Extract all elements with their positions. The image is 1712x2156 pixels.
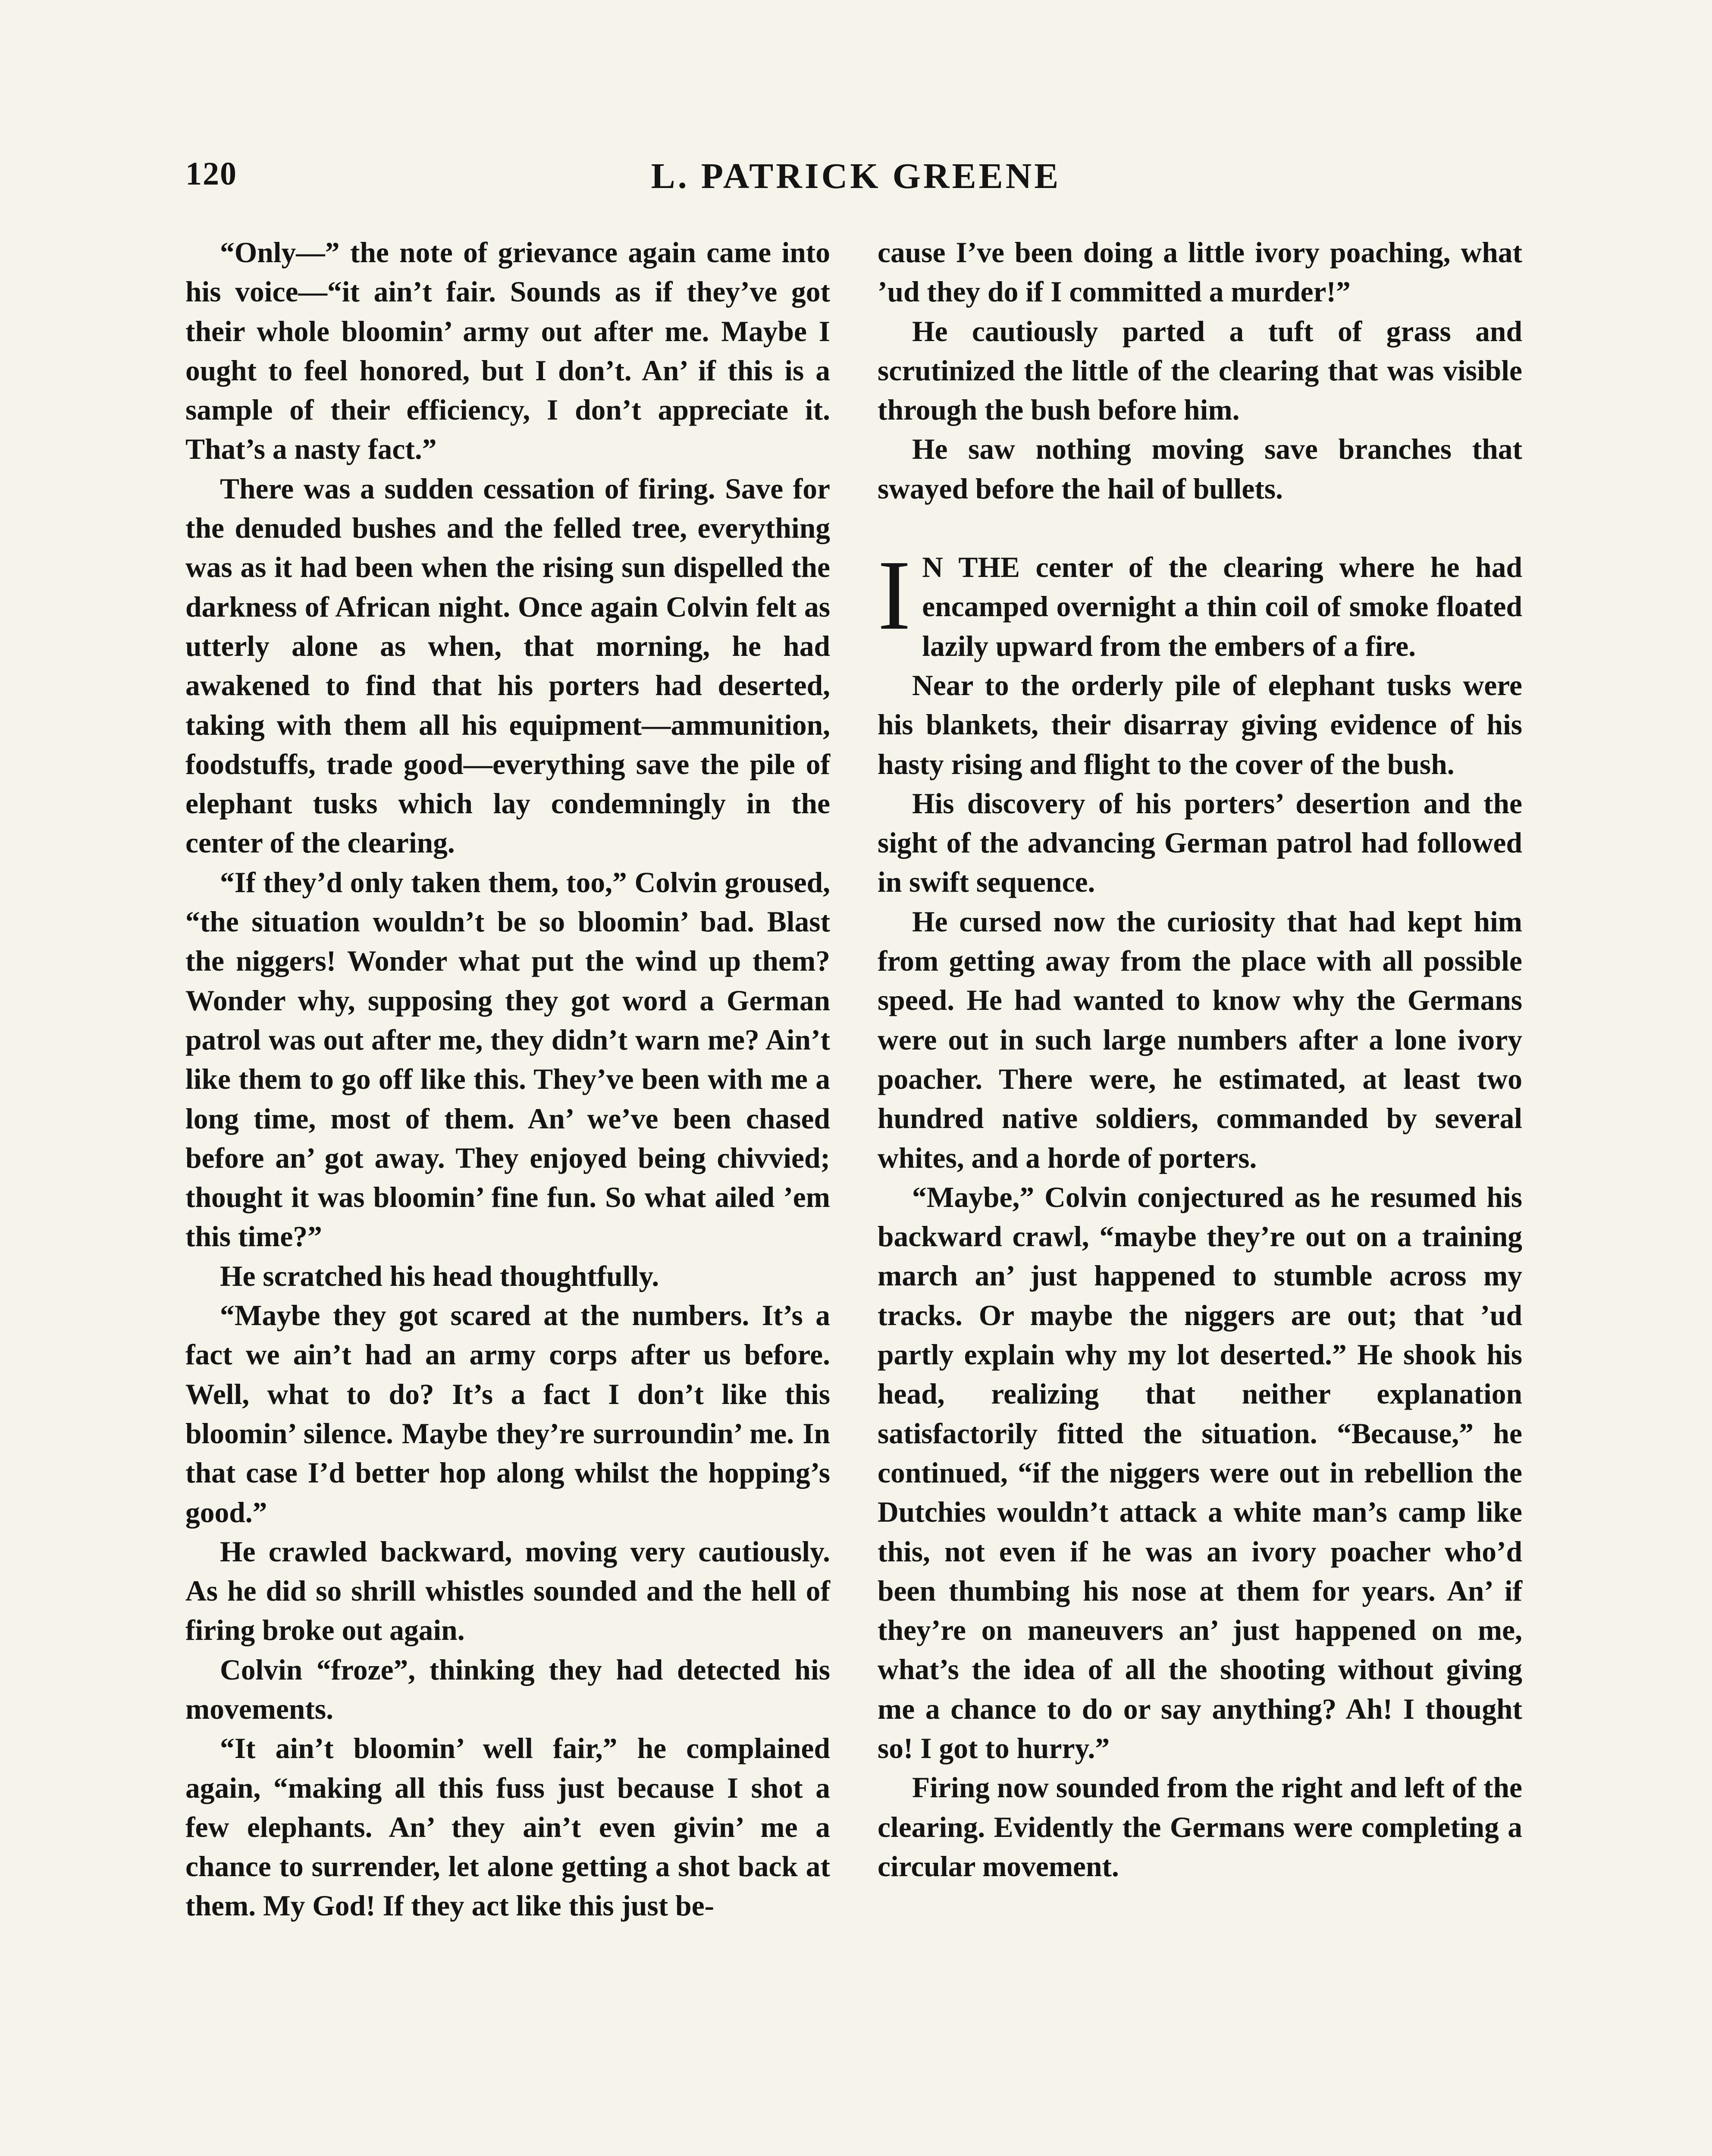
paragraph: Near to the orderly pile of elephant tusks were his blankets, their disarray giving evidence of his hasty rising and flight to the cover of the bush. xyxy=(878,669,1522,780)
paragraph: His discovery of his porters’ desertion and the sight of the advancing German patrol had followed in swift sequence. xyxy=(878,787,1522,899)
running-head-author: L. PATRICK GREENE xyxy=(651,156,1061,196)
lead-in-words: N THE xyxy=(922,551,1020,584)
paragraph: “Maybe they got scared at the numbers. It’s a fact we ain’t had an army corps after us before. Well, what to do? It’s a fact I don’t like this bloomin’ silence. Maybe they’re surroundin’ me. In that case I’d better hop along whilst the hopping’s good.” xyxy=(185,1299,830,1529)
page-header xyxy=(185,155,1527,216)
paragraph: He scratched his head thoughtfully. xyxy=(220,1260,659,1292)
paragraph-text: center of the clearing where he had encamped overnight a thin coil of smoke floated lazily upward from the embers of a fire. xyxy=(922,551,1522,662)
paragraph: “If they’d only taken them, too,” Colvin groused, “the situation wouldn’t be so bloomin’ bad. Blast the niggers! Wonder what put the wind up them? Wonder why, supposing they got word a German patrol was out after me, they didn’t warn me? Ain’t like them to go off like this. They’ve been with me a long time, most of them. An’ we’ve been chased before an’ got away. They enjoyed being chivvied; thought it was bloomin’ fine fun. So what ailed ’em this time?” xyxy=(185,866,830,1253)
section-break xyxy=(878,508,1522,548)
drop-cap: I xyxy=(878,540,911,651)
paragraph: He cursed now the curiosity that had kept him from getting away from the place with all possible speed. He had wanted to know why the Germans were out in such large numbers after a lone ivory poacher. There were, he estimated, at least two hundred native soldiers, commanded by several whites, and a horde of porters. xyxy=(878,905,1522,1174)
left-text-column xyxy=(185,233,830,1926)
page-number: 120 xyxy=(185,156,237,192)
paragraph: There was a sudden cessation of firing. Save for the denuded bushes and the felled tree, everything was as it had been when the rising sun dispelled the darkness of African night. Once again Colvin felt as utterly alone as when, that morning, he had awakened to find that his porters had deserted, taking with them all his equipment—ammunition, foodstuffs, trade good—everything save the pile of elephant tusks which lay condemningly in the center of the clearing. xyxy=(185,472,830,859)
paragraph: “Maybe,” Colvin conjectured as he resumed his backward crawl, “maybe they’re out on a training march an’ just happened to stumble across my tracks. Or maybe the niggers are out; that ’ud partly explain why my lot deserted.” He shook his head, realizing that neither explanation satisfactorily fitted the situation. “Because,” he continued, “if the niggers were out in rebellion the Dutchies wouldn’t attack a white man’s camp like this, not even if he was an ivory poacher who’d been thumbing his nose at them for years. An’ if they’re on maneuvers an’ just happened on me, what’s the idea of all the shooting without giving me a chance to do or say anything? Ah! I thought so! I got to hurry.” xyxy=(878,1181,1522,1764)
paragraph: Colvin “froze”, thinking they had detected his movements. xyxy=(185,1653,830,1725)
paragraph: “It ain’t bloomin’ well fair,” he complained again, “making all this fuss just because I shot a few elephants. An’ they ain’t even givin’ me a chance to surrender, let alone getting a shot back at them. My God! If they act like this just be- xyxy=(185,1732,830,1922)
paragraph: “Only—” the note of grievance again came into his voice—“it ain’t fair. Sounds as if they’ve got their whole bloomin’ army out after me. Maybe I ought to feel honored, but I don’t. An’ if this is a sample of their efficiency, I don’t appreciate it. That’s a nasty fact.” xyxy=(185,236,830,466)
right-text-column xyxy=(878,233,1522,1886)
section-opening-paragraph xyxy=(878,540,1522,666)
paragraph: He saw nothing moving save branches that swayed before the hail of bullets. xyxy=(878,433,1522,505)
paragraph: He cautiously parted a tuft of grass and scrutinized the little of the clearing that was visible through the bush before him. xyxy=(878,315,1522,426)
paragraph: He crawled backward, moving very cautiously. As he did so shrill whistles sounded and the hell of firing broke out again. xyxy=(185,1535,830,1647)
paragraph-continued: cause I’ve been doing a little ivory poaching, what ’ud they do if I committed a murder!” xyxy=(878,236,1522,308)
paragraph: Firing now sounded from the right and left of the clearing. Evidently the Germans were completing a circular movement. xyxy=(878,1771,1522,1883)
